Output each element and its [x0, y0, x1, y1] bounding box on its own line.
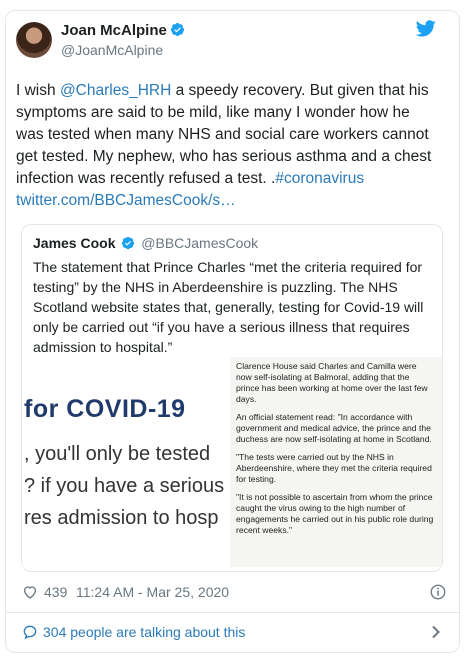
- image-headline: for COVID-19: [24, 395, 186, 423]
- author-block[interactable]: [61, 22, 185, 58]
- quoted-image-website-crop[interactable]: [22, 357, 230, 567]
- tweet-text: [16, 80, 441, 212]
- quoted-author-name[interactable]: James Cook: [33, 235, 116, 251]
- statement-paragraph-1: Clarence House said Charles and Camilla were now self-isolating at Balmoral, adding that the prince has been working at home over the last few days.: [236, 361, 428, 404]
- info-icon[interactable]: [429, 583, 447, 601]
- quoted-tweet-header: [33, 235, 258, 251]
- like-count[interactable]: 439: [44, 584, 68, 600]
- chevron-right-icon[interactable]: [430, 625, 442, 639]
- image-line-2: ? if you have a serious: [24, 475, 225, 497]
- hashtag-link[interactable]: #coronavirus: [275, 170, 365, 187]
- tweet-header: [16, 18, 436, 70]
- verified-badge-icon: [121, 236, 135, 250]
- conversation-link[interactable]: [22, 623, 442, 643]
- statement-paragraph-2: An official statement read: "In accordance with government and medical advice, the prince and the duchess are now self-isolating at home in Scotland.: [236, 412, 432, 444]
- tweet-text-part-1: I wish: [16, 82, 60, 99]
- heart-icon[interactable]: [22, 584, 38, 600]
- quoted-author-handle[interactable]: @BBCJamesCook: [141, 235, 259, 251]
- verified-badge-icon: [170, 22, 185, 37]
- timestamp[interactable]: 11:24 AM - Mar 25, 2020: [76, 584, 230, 600]
- statement-paragraph-3: "The tests were carried out by the NHS in Aberdeenshire, where they met the criteria required for testing.: [236, 452, 432, 484]
- divider: [5, 612, 460, 613]
- author-handle[interactable]: @JoanMcAlpine: [61, 42, 164, 58]
- conversation-text[interactable]: 304 people are talking about this: [43, 624, 246, 640]
- twitter-bird-icon[interactable]: [416, 20, 436, 37]
- url-link[interactable]: twitter.com/BBCJamesCook/s…: [16, 192, 236, 209]
- quoted-tweet-text: The statement that Prince Charles “met the criteria required for testing” by the NHS in Aberdeenshire is puzzling. The NHS Scotland website states that, generally, testing for Covid-19 will only be carried out “if you have a serious illness that requires admission to hospital.”: [33, 259, 424, 355]
- mention-link[interactable]: @Charles_HRH: [59, 82, 172, 99]
- avatar[interactable]: [16, 22, 52, 58]
- author-name[interactable]: Joan McAlpine: [61, 22, 167, 39]
- tweet-text-part-2: a speedy recovery. But given that his symptoms are said to be mild, like many I wonder how he was tested when many NHS and social care workers cannot get tested. My nephew, who has serious asthma and a chest infection was recently refused a test. .: [16, 82, 432, 187]
- image-line-1: , you'll only be tested: [24, 443, 211, 465]
- comment-bubble-icon: [22, 624, 38, 640]
- quoted-image-statement-crop[interactable]: [230, 357, 442, 567]
- statement-paragraph-4: "It is not possible to ascertain from whom the prince caught the virus owing to the high number of engagements he carried out in his public role during recent weeks.": [236, 492, 434, 535]
- tweet-meta: [22, 583, 447, 603]
- image-line-3: res admission to hosp: [24, 507, 219, 529]
